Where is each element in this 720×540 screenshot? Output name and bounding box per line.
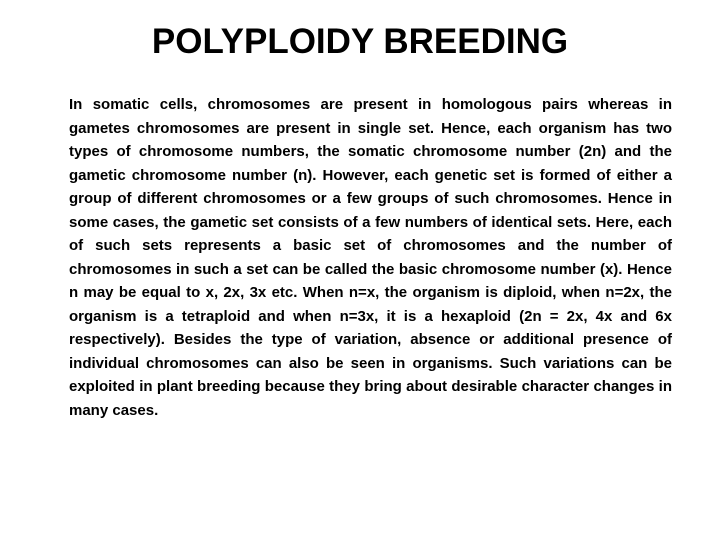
slide-title: POLYPLOIDY BREEDING: [151, 22, 569, 61]
slide-body-text: In somatic cells, chromosomes are present in homologous pairs whereas in gametes chromosomes are present in single set. Hence, each organism has two types of chromosome numbers, the somatic chromosome number (2n) and the gametic chromosome number (n). However, each genetic set is formed of either a group of different chromosomes or a few groups of such chromosomes. Hence in some cases, the gametic set consists of a few numbers of identical sets. Here, each of such sets represents a basic set of chromosomes and the number of chromosomes in such a set can be called the basic chromosome number (x). Hence n may be equal to x, 2x, 3x etc. When n=x, the organism is diploid, when n=2x, the organism is a tetraploid and when n=3x, it is a hexaploid (2n = 2x, 4x and 6x respectively). Besides the type of variation, absence or additional presence of individual chromosomes can also be seen in organisms. Such variations can be exploited in plant breeding because they bring about desirable character changes in many cases.: [69, 96, 672, 419]
